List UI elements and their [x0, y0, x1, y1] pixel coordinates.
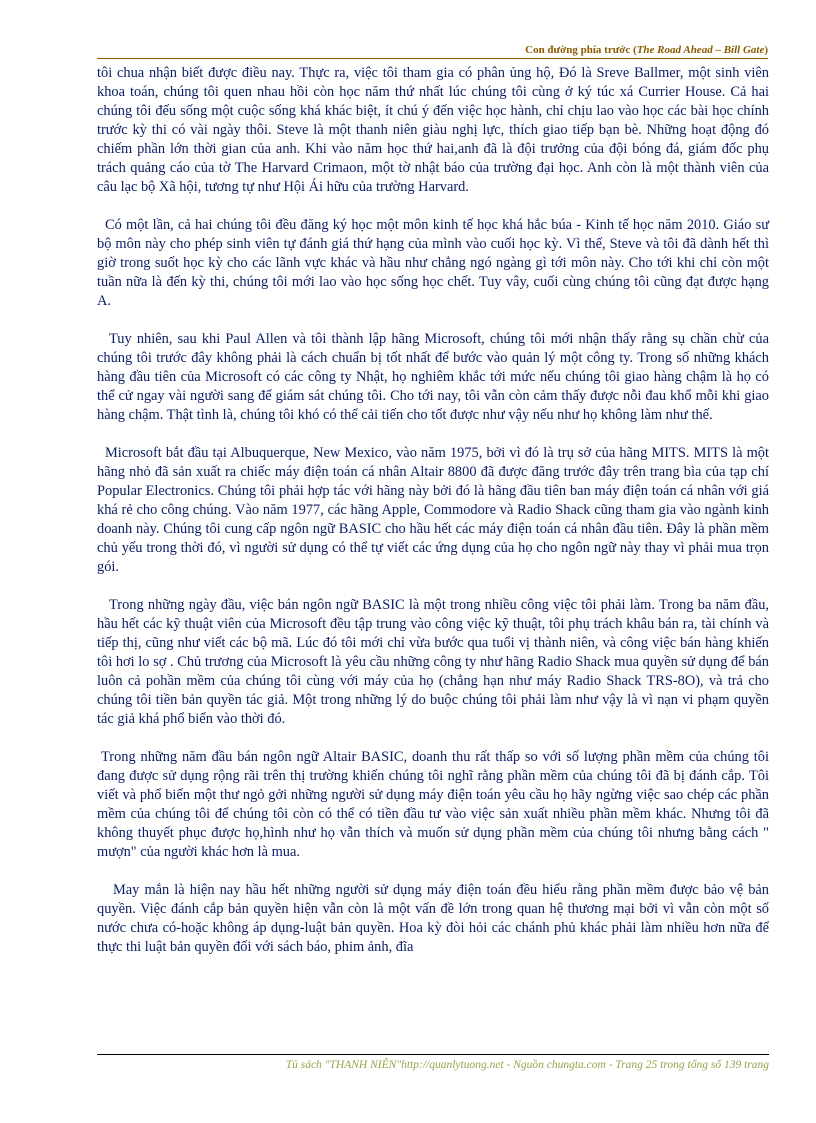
paragraph: May mắn là hiện nay hầu hết những người sử dụng máy điện toán đều hiểu rằng phần mềm được bảo vệ bản quyền. Việc đánh cắp bản quyền hiện vẫn còn là một vấn đề lớn trong quan hệ thương mại bởi vì vẫn còn một số nước chưa có-hoặc không áp dụng-luật bản quyền. Hoa kỳ đòi hỏi các chánh phủ khác phải làm nhiều hơn nữa để thực thi luật bản quyền đối với sách báo, phim ảnh, đĩa [97, 882, 769, 955]
header-title-close: ) [764, 44, 768, 56]
header-title-italic: The Road Ahead – Bill Gate [636, 44, 765, 56]
paragraph: Có một lần, cả hai chúng tôi đều đăng ký học một môn kinh tế học khá hắc búa - Kinh tế học năm 2010. Giáo sư bộ môn này cho phép sinh viên tự đánh giá thứ hạng của mình vào cuối học kỳ. Vì thế, Steve và tôi đã dành hết thì giờ trong suốt học kỳ cho các lãnh vực khác và hầu như chẳng ngó ngàng gì tới môn này. Cho tới khi chỉ còn một tuần nữa là đến kỳ thi, chúng tôi mới lao vào học sống học chết. Tuy vây, cuối cùng chúng tôi cũng đạt được hạng A. [97, 217, 769, 309]
paragraph: Trong những ngày đầu, việc bán ngôn ngữ BASIC là một trong nhiều công việc tôi phải làm. Trong ba năm đầu, hầu hết các kỹ thuật viên của Microsoft đều tập trung vào công việc kỹ thuật, tôi phụ trách khâu bán ra, tài chính và tiếp thị, cũng như viết các bộ mã. Lúc đó tôi mới chỉ vừa bước qua tuổi vị thành niên, và công việc bán hàng khiến tôi hơi lo sợ . Chủ trương của Microsoft là yêu cầu những công ty như hãng Radio Shack mua quyền sử dụng để bán luôn cả pohần mềm của chúng tôi cùng với máy của họ (chẳng hạn như máy Radio Shack TRS-8O), và trả cho chúng tôi tiền bản quyền tác giả. Một trong những lý do buộc chúng tôi phải làm như vậy là vì nạn vi phạm quyền tác giả khá phổ biến vào thời đó. [97, 597, 769, 727]
header-title: Con đường phía trước ( [525, 44, 637, 56]
body-text [97, 64, 769, 976]
running-header [97, 44, 768, 59]
footer-divider [97, 1054, 769, 1055]
paragraph: Microsoft bắt đầu tại Albuquerque, New Mexico, vào năm 1975, bởi vì đó là trụ sở của hãng MITS. MITS là một hãng nhỏ đã sản xuất ra chiếc máy điện toán cá nhân Altair 8800 đã được đăng trước đây trên trang bìa của tạp chí Popular Electronics. Chúng tôi phải hợp tác với hãng này bởi đó là hãng đầu tiên ban máy điện toán cá nhân với giá khá rẻ cho công chúng. Vào năm 1977, các hãng Apple, Commodore và Radio Shack cũng tham gia vào ngành kinh doanh này. Chúng tôi cung cấp ngôn ngữ BASIC cho hầu hết các máy điện toán cá nhân đầu tiên. Đây là phần mềm chủ yếu trong thời đó, vì người sử dụng có thể tự viết các ứng dụng của họ cho ngôn ngữ này thay vì phải mua trọn gói. [97, 445, 769, 575]
page-footer: Tủ sách "THANH NIÊN"http://quanlytuong.net - Nguồn chungta.com - Trang 25 trong tổng số 139 trang [285, 1059, 769, 1071]
paragraph: Trong những năm đầu bán ngôn ngữ Altair BASIC, doanh thu rất thấp so với số lượng phần mềm của chúng tôi đang được sử dụng rộng rãi trên thị trường khiến chúng tôi nghĩ rằng phần mềm của chúng tôi đã bị đánh cắp. Tôi viết và phổ biến một thư ngỏ gởi những người sử dụng máy điện toán yêu cầu họ hãy ngừng việc sao chép các phần mềm của chúng tôi để chúng tôi còn có thể có tiền đầu tư vào việc sản xuất nhiều phần mềm khác. Nhưng tôi đã không thuyết phục được họ,hình như họ vẫn thích và muốn sử dụng phần mềm của chúng tôi nhưng bằng cách " mượn" của người khác hơn là mua. [97, 749, 769, 860]
paragraph: tôi chua nhận biết được điều nay. Thực ra, việc tôi tham gia có phân ủng hộ, Đó là Sreve Ballmer, một sinh viên khoa toán, chúng tôi quen nhau hồi còn học năm thứ nhất lúc chúng tôi cùng ở ký túc xá Currier House. Cả hai chúng tôi đếu sống một cuộc sống khá khác biệt, ít chú ý đến việc học hành, chỉ chịu lao vào học các bài học chính trước kỳ thi có vài ngày thôi. Steve là một thanh niên giàu nghị lực, thích giao tiếp bạn bè. Những hoạt động đó chiếm phần lớn thời gian của anh. Khi vào năm học thứ hai,anh đã là đội trưởng của đội bóng đá, giám đốc phụ trách quảng cáo của tờ The Harvard Crimaon, một tờ nhật báo của trường đại học. Anh còn là một thành viên của câu lạc bộ Xã hội, tương tự như Hội Ái hữu của trường Harvard. [97, 65, 769, 195]
paragraph: Tuy nhiên, sau khi Paul Allen và tôi thành lập hãng Microsoft, chúng tôi mới nhận thấy rằng sụ chần chừ của chúng tôi trước đây không phải là cách chuẩn bị tốt nhất để bước vào quản lý một công ty. Trong số những khách hàng đầu tiên của Microsoft có các công ty Nhật, họ nghiêm khắc tới mức nếu chúng tôi giao hàng chậm là họ có thể cử ngay vài người sang để giám sát chúng tôi. Cho tới nay, tôi vẫn còn cảm thấy được nỗi đau khổ mỗi khi giao hàng chậm. Thật tình là, chúng tôi khó có thể cải tiến cho tốt được như vậy nếu như họ không làm như thế. [97, 331, 769, 423]
